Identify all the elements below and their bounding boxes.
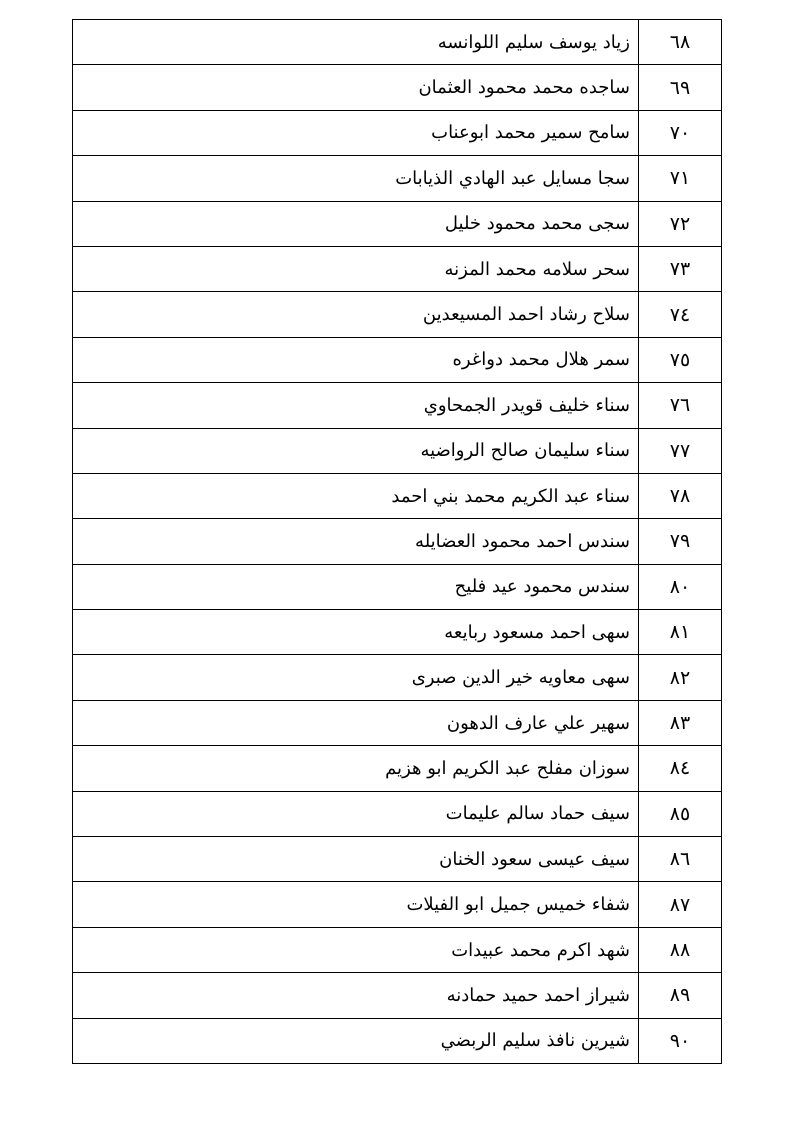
row-number: ٧١ bbox=[639, 156, 722, 201]
row-number: ٧٦ bbox=[639, 383, 722, 428]
row-name: سيف عيسى سعود الخنان bbox=[73, 837, 639, 882]
table-row bbox=[73, 700, 722, 745]
row-name: سهير علي عارف الدهون bbox=[73, 700, 639, 745]
row-number: ٨٨ bbox=[639, 927, 722, 972]
row-number: ٧٠ bbox=[639, 110, 722, 155]
row-name: شيراز احمد حميد حمادنه bbox=[73, 973, 639, 1018]
table-row bbox=[73, 428, 722, 473]
table-row bbox=[73, 973, 722, 1018]
row-name: سناء عبد الكريم محمد بني احمد bbox=[73, 473, 639, 518]
row-name: سمر هلال محمد دواغره bbox=[73, 337, 639, 382]
row-name: سجى محمد محمود خليل bbox=[73, 201, 639, 246]
row-name: سندس محمود عيد فليح bbox=[73, 564, 639, 609]
table-row bbox=[73, 927, 722, 972]
row-name: سناء سليمان صالح الرواضيه bbox=[73, 428, 639, 473]
table-row bbox=[73, 610, 722, 655]
table-row bbox=[73, 201, 722, 246]
row-name: سندس احمد محمود العضايله bbox=[73, 519, 639, 564]
row-number: ٧٩ bbox=[639, 519, 722, 564]
row-number: ٧٣ bbox=[639, 246, 722, 291]
table-row bbox=[73, 65, 722, 110]
row-name: شيرين نافذ سليم الربضي bbox=[73, 1018, 639, 1063]
row-name: سلاح رشاد احمد المسيعدين bbox=[73, 292, 639, 337]
row-number: ٨٥ bbox=[639, 791, 722, 836]
row-number: ٧٢ bbox=[639, 201, 722, 246]
row-name: سهى احمد مسعود ربايعه bbox=[73, 610, 639, 655]
table-row bbox=[73, 791, 722, 836]
row-number: ٨٦ bbox=[639, 837, 722, 882]
row-number: ٨١ bbox=[639, 610, 722, 655]
table-row bbox=[73, 837, 722, 882]
table-row bbox=[73, 473, 722, 518]
row-name: سحر سلامه محمد المزنه bbox=[73, 246, 639, 291]
table-row bbox=[73, 564, 722, 609]
table-row bbox=[73, 337, 722, 382]
row-name: سناء خليف قويدر الجمحاوي bbox=[73, 383, 639, 428]
row-number: ٨٩ bbox=[639, 973, 722, 1018]
table-row bbox=[73, 746, 722, 791]
table-row bbox=[73, 519, 722, 564]
row-number: ٨٣ bbox=[639, 700, 722, 745]
row-number: ٨٤ bbox=[639, 746, 722, 791]
table-row bbox=[73, 655, 722, 700]
table-row bbox=[73, 882, 722, 927]
row-number: ٧٧ bbox=[639, 428, 722, 473]
table-row bbox=[73, 292, 722, 337]
row-name: ساجده محمد محمود العثمان bbox=[73, 65, 639, 110]
table-row bbox=[73, 156, 722, 201]
row-name: سجا مسايل عبد الهادي الذيابات bbox=[73, 156, 639, 201]
row-name: زياد يوسف سليم اللوانسه bbox=[73, 20, 639, 65]
row-name: شهد اكرم محمد عبيدات bbox=[73, 927, 639, 972]
row-name: سيف حماد سالم عليمات bbox=[73, 791, 639, 836]
names-table-body bbox=[73, 20, 722, 1064]
row-name: شفاء خميس جميل ابو الفيلات bbox=[73, 882, 639, 927]
row-number: ٨٢ bbox=[639, 655, 722, 700]
table-row bbox=[73, 20, 722, 65]
row-number: ٦٩ bbox=[639, 65, 722, 110]
row-name: سوزان مفلح عبد الكريم ابو هزيم bbox=[73, 746, 639, 791]
row-number: ٨٧ bbox=[639, 882, 722, 927]
row-number: ٧٨ bbox=[639, 473, 722, 518]
table-row bbox=[73, 383, 722, 428]
table-row bbox=[73, 246, 722, 291]
row-number: ٨٠ bbox=[639, 564, 722, 609]
row-number: ٧٤ bbox=[639, 292, 722, 337]
table-row bbox=[73, 1018, 722, 1063]
row-name: سهى معاويه خير الدين صبرى bbox=[73, 655, 639, 700]
row-number: ٩٠ bbox=[639, 1018, 722, 1063]
table-row bbox=[73, 110, 722, 155]
row-name: سامح سمير محمد ابوعناب bbox=[73, 110, 639, 155]
row-number: ٧٥ bbox=[639, 337, 722, 382]
names-table bbox=[72, 19, 722, 1064]
row-number: ٦٨ bbox=[639, 20, 722, 65]
